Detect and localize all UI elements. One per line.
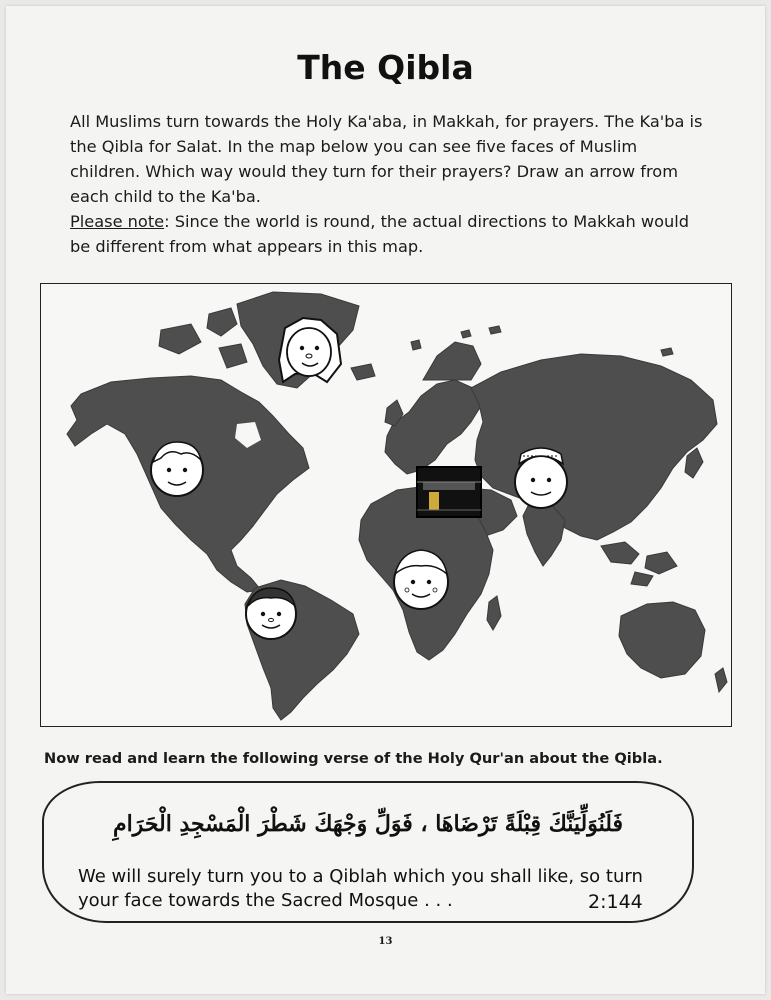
child-face-south-america-icon (246, 588, 296, 639)
world-map (41, 284, 731, 726)
madagascar-landmass (487, 596, 501, 630)
child-face-asia-icon (515, 448, 567, 508)
kaaba-icon (417, 467, 481, 517)
verse-intro: Now read and learn the following verse of the Holy Qur'an about the Qibla. (44, 750, 663, 767)
child-face-africa-icon (394, 550, 448, 609)
verse-reference: 2:144 (588, 891, 643, 913)
australia-landmass (619, 602, 705, 678)
japan-landmass (685, 448, 703, 478)
instructions (70, 109, 710, 259)
se-asia-islands-landmass (601, 542, 677, 586)
note-label: Please note (70, 212, 165, 231)
europe-landmass (385, 380, 481, 474)
verse-translation: We will surely turn you to a Qiblah which you shall like, so turn your face towards the Sacred Mosque . . . (78, 866, 643, 911)
arctic-islands-landmass (159, 308, 247, 368)
instructions-paragraph: All Muslims turn towards the Holy Ka'aba, in Makkah, for prayers. The Ka'ba is the Qibla for Salat. In the map below you can see five faces of Muslim children. Which way would they turn for their prayers? Draw an arrow from each child to the Ka'ba. (70, 112, 703, 206)
scandinavia-landmass (423, 342, 481, 380)
new-zealand-landmass (715, 668, 727, 692)
note (70, 209, 710, 259)
verse-box (42, 781, 694, 923)
note-text: : Since the world is round, the actual directions to Makkah would be different from what appears in this map. (70, 212, 690, 256)
child-face-north-america-icon (151, 442, 203, 496)
world-map-frame (40, 283, 732, 727)
iceland-landmass (351, 364, 375, 380)
page-title: The Qibla (297, 48, 474, 87)
verse-arabic: فَلَنُوَلِّيَنَّكَ قِبْلَةً تَرْضَاهَا ، فَوَلِّ وَجْهَكَ شَطْرَ الْمَسْجِدِ الْحَرَامِ (112, 811, 624, 837)
page-number: 13 (378, 936, 393, 947)
worksheet-page (6, 6, 765, 994)
